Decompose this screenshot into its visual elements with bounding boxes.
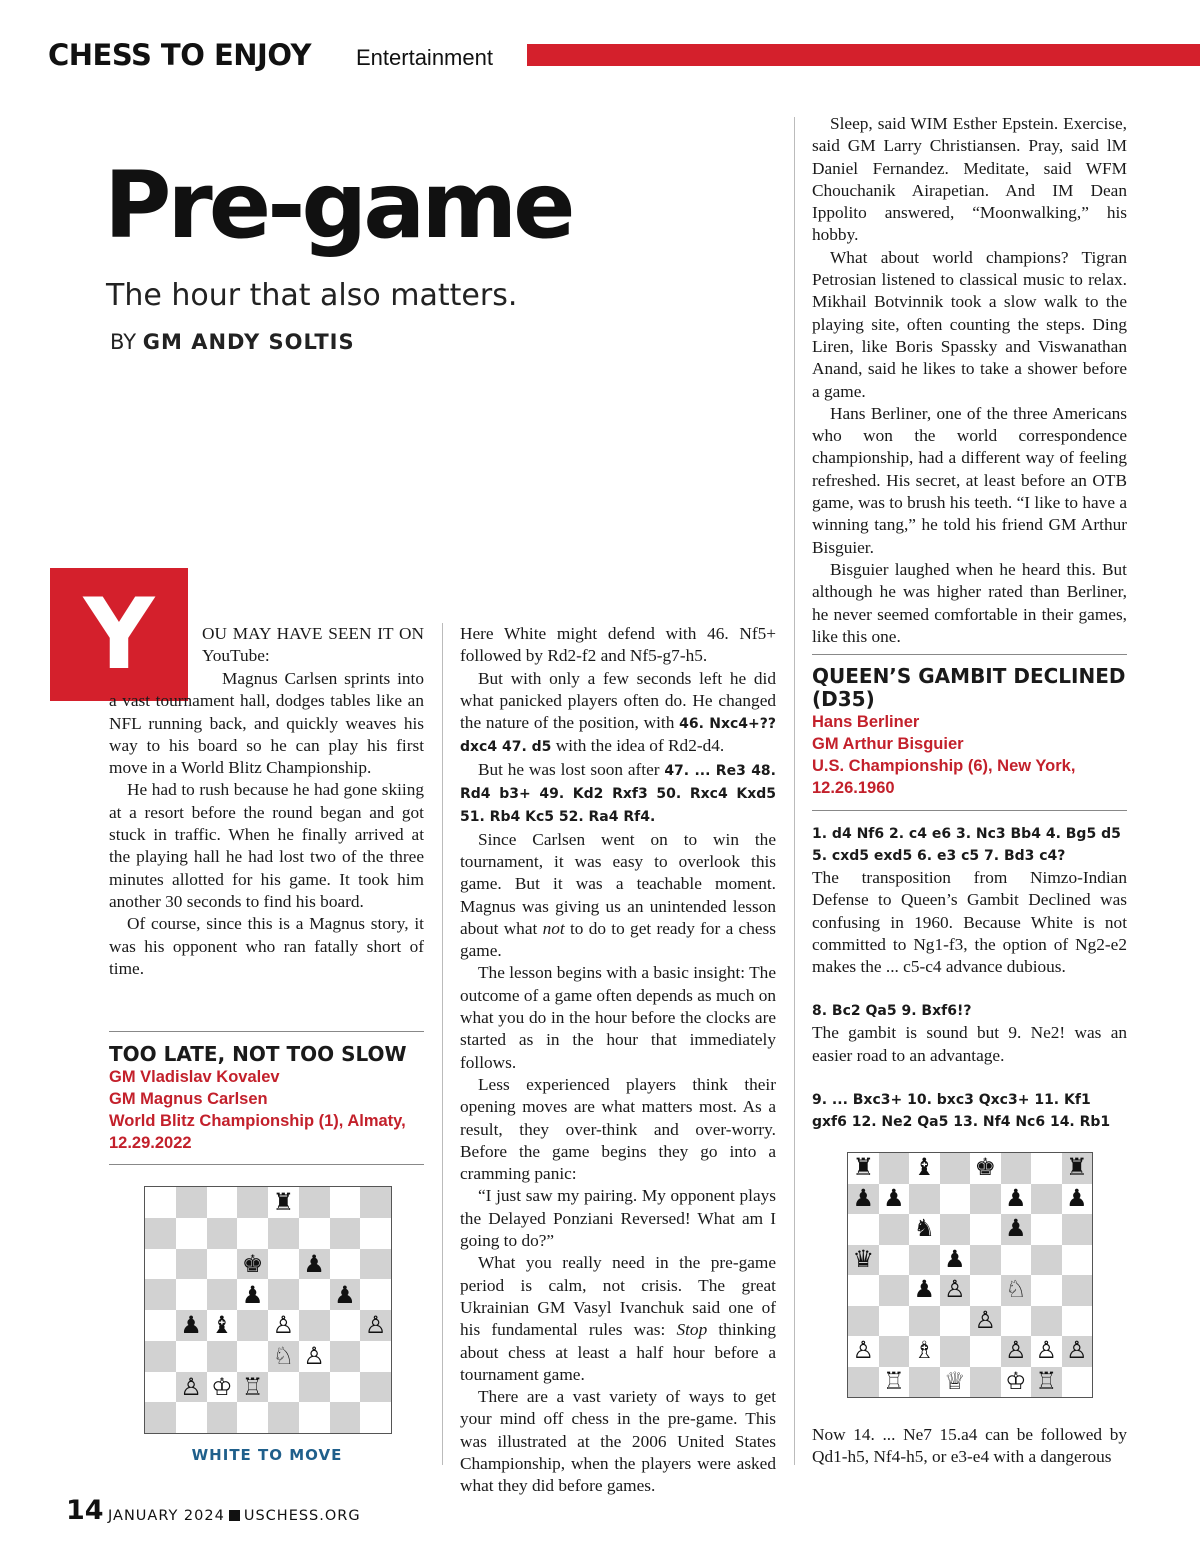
board-square	[207, 1249, 238, 1280]
board-square	[940, 1245, 971, 1276]
game2-moves-3: 9. ... Bxc3+ 10. bxc3 Qxc3+ 11. Kf1 gxf6 12. Ne2 Qa5 13. Nf4 Nc6 14. Rb1	[812, 1092, 1111, 1131]
board-square	[145, 1187, 176, 1218]
game2-moves-1: 1. d4 Nf6 2. c4 e6 3. Nc3 Bb4 4. Bg5 d5 5. cxd5 exd5 6. e3 c5 7. Bd3 c4?	[812, 826, 1121, 864]
game2-date: 12.26.1960	[812, 779, 895, 797]
black-pawn-icon: ♟	[180, 1311, 202, 1340]
board-square	[848, 1184, 879, 1215]
game2-black-player: GM Arthur Bisguier	[812, 735, 964, 753]
game1-black-player: GM Magnus Carlsen	[109, 1090, 268, 1108]
board-square	[970, 1245, 1001, 1276]
board-square	[360, 1402, 391, 1433]
white-pawn-icon: ♙	[180, 1372, 202, 1401]
board-square	[330, 1218, 361, 1249]
board-square	[848, 1367, 879, 1398]
board-square	[330, 1310, 361, 1341]
board-square	[360, 1218, 391, 1249]
col1-p3: Of course, since this is a Magnus story, it was his opponent who ran fatally short of time.	[109, 914, 424, 978]
board-square	[207, 1372, 238, 1403]
board-square	[145, 1372, 176, 1403]
white-pawn-icon: ♙	[1066, 1336, 1088, 1365]
board-square	[145, 1341, 176, 1372]
black-rook-icon: ♜	[272, 1188, 295, 1217]
col3-p3: Hans Berliner, one of the three Americans who won the world correspondence championship, had a different way of feeling refreshed. His secret, at least before an OTB game, was to brush his teeth. “I like to have a winning tang,” he told his friend GM Arthur Bisguier.	[812, 403, 1127, 557]
board-square	[909, 1367, 940, 1398]
col2-p8: What you really need in the pre-game period is calm, not crisis. The great Ukrainian GM Vasyl Ivanchuk said one of his fundamental rules was: Stop thinking about chess at least a half hour before a tournament game.	[460, 1253, 776, 1384]
game1-title: TOO LATE, NOT TOO SLOW	[109, 1042, 407, 1066]
byline-author: GM ANDY SOLTIS	[142, 330, 355, 354]
board-square	[360, 1279, 391, 1310]
board-square	[330, 1187, 361, 1218]
black-pawn-icon: ♟	[944, 1244, 966, 1273]
board-square	[145, 1249, 176, 1280]
board-square	[237, 1218, 268, 1249]
board-square	[268, 1402, 299, 1433]
black-pawn-icon: ♟	[883, 1183, 905, 1212]
board-square	[1062, 1245, 1093, 1276]
column-rule-2	[794, 117, 795, 1465]
black-king-icon: ♚	[974, 1153, 996, 1182]
col3-continued	[812, 1424, 1127, 1469]
col2-p2-moves: 46. Nxc4+?? dxc4 47. d5	[460, 716, 776, 756]
board-square	[1001, 1336, 1032, 1367]
game1-date: 12.29.2022	[109, 1134, 192, 1152]
game1-rule-bottom	[109, 1164, 424, 1165]
board-square	[879, 1245, 910, 1276]
board-square	[848, 1214, 879, 1245]
black-pawn-icon: ♟	[303, 1249, 325, 1278]
black-rook-icon: ♜	[852, 1153, 874, 1182]
board-square	[1031, 1275, 1062, 1306]
board-square	[237, 1279, 268, 1310]
col1-p1a: OU MAY HAVE SEEN IT ON YouTube:	[202, 624, 424, 666]
board-square	[1031, 1153, 1062, 1184]
board-square	[299, 1187, 330, 1218]
board-square	[1062, 1214, 1093, 1245]
board-square	[1031, 1245, 1062, 1276]
white-pawn-icon: ♙	[303, 1342, 325, 1371]
board-square	[909, 1153, 940, 1184]
board-square	[237, 1402, 268, 1433]
game2-rule-top	[812, 654, 1127, 655]
board-square	[848, 1245, 879, 1276]
col1-intro	[202, 623, 424, 668]
col2-p4: Since Carlsen went on to win the tournament, it was easy to overlook this game. But it was a teachable moment. Magnus was giving us an unintended lesson about what not to do to get ready for a chess game.	[460, 829, 776, 961]
col2-p9: There are a vast variety of ways to get your mind off chess in the pre-game. This was illustrated at the 2006 United States Championship, when the players were asked what they did before games.	[460, 1387, 776, 1496]
white-bishop-icon: ♗	[913, 1336, 935, 1365]
black-pawn-icon: ♟	[1066, 1183, 1088, 1212]
board-square	[1001, 1306, 1032, 1337]
board-square	[207, 1187, 238, 1218]
col3-p4: Bisguier laughed when he heard this. But although he was higher rated than Berliner, he never seemed comfortable in their games, like this one.	[812, 559, 1127, 646]
board-square	[268, 1310, 299, 1341]
board-square	[1001, 1184, 1032, 1215]
board-square	[1001, 1245, 1032, 1276]
col1-body	[109, 668, 424, 980]
board-square	[940, 1275, 971, 1306]
board-square	[360, 1341, 391, 1372]
black-rook-icon: ♜	[1066, 1153, 1088, 1182]
board-square	[360, 1187, 391, 1218]
board-square	[176, 1372, 207, 1403]
board-square	[909, 1184, 940, 1215]
white-pawn-icon: ♙	[974, 1305, 996, 1334]
board-square	[1031, 1336, 1062, 1367]
article-subtitle: The hour that also matters.	[106, 278, 518, 313]
game2-white-player: Hans Berliner	[812, 713, 920, 731]
board-square	[1062, 1275, 1093, 1306]
board-square	[1001, 1214, 1032, 1245]
board-square	[268, 1279, 299, 1310]
board-square	[299, 1279, 330, 1310]
board-square	[176, 1218, 207, 1249]
col2-body	[460, 623, 776, 1498]
col2-p7: “I just saw my pairing. My opponent plays the Delayed Ponziani Reversed! What am I going to do?”	[460, 1186, 776, 1251]
board-square	[330, 1279, 361, 1310]
board-square	[237, 1187, 268, 1218]
col3-p1: Sleep, said WIM Esther Epstein. Exercise, said GM Larry Christiansen. Pray, said lM Daniel Fernandez. Meditate, said WFM Chouchanik Airapetian. And IM Dean Ippolito answered, “Moonwalking,” his hobby.	[812, 114, 1127, 245]
board1-caption: WHITE TO MOVE	[191, 1446, 343, 1464]
game2-rule-bottom	[812, 810, 1127, 811]
col2-p3-moves: 47. ... Re3 48. Rd4 b3+ 49. Kd2 Rxf3 50. Rxc4 Kxd5 51. Rb4 Kc5 52. Ra4 Rf4.	[460, 762, 776, 826]
board-square	[1001, 1153, 1032, 1184]
black-bishop-icon: ♝	[211, 1311, 233, 1340]
white-queen-icon: ♕	[944, 1366, 966, 1395]
board-square	[299, 1341, 330, 1372]
board-square	[299, 1249, 330, 1280]
white-pawn-icon: ♙	[852, 1336, 874, 1365]
board-square	[970, 1367, 1001, 1398]
board-square	[176, 1279, 207, 1310]
board-square	[330, 1249, 361, 1280]
board-square	[879, 1153, 910, 1184]
board-square	[330, 1341, 361, 1372]
col3-p2: What about world champions? Tigran Petrosian listened to classical music to relax. Mikhail Botvinnik took a slow walk to the playing site, often counting the steps. Ding Liren, like Boris Spassky and Viswanathan Anand, said he likes to take a shower before a game.	[812, 247, 1127, 401]
game2-eco: (D35)	[812, 687, 875, 711]
board-square	[145, 1218, 176, 1249]
board-square	[207, 1341, 238, 1372]
black-pawn-icon: ♟	[1005, 1214, 1027, 1243]
game2-event: U.S. Championship (6), New York,	[812, 757, 1076, 775]
board-square	[145, 1402, 176, 1433]
board-square	[970, 1153, 1001, 1184]
board-square	[970, 1306, 1001, 1337]
white-pawn-icon: ♙	[364, 1311, 387, 1340]
column-rule-1	[442, 623, 443, 1465]
white-pawn-icon: ♙	[944, 1275, 966, 1304]
board-square	[940, 1336, 971, 1367]
game2-note-2: The gambit is sound but 9. Ne2! was an easier road to an advantage.	[812, 1023, 1127, 1065]
article-title: Pre-game	[104, 152, 572, 259]
white-king-icon: ♔	[211, 1372, 233, 1401]
board-square	[299, 1372, 330, 1403]
board-square	[848, 1275, 879, 1306]
board-square	[970, 1336, 1001, 1367]
board-square	[299, 1218, 330, 1249]
board-square	[176, 1249, 207, 1280]
game1-event: World Blitz Championship (1), Almaty,	[109, 1112, 406, 1130]
board-square	[268, 1218, 299, 1249]
board-square	[176, 1402, 207, 1433]
board-square	[176, 1341, 207, 1372]
board-square	[909, 1336, 940, 1367]
board-square	[207, 1402, 238, 1433]
issue-date: JANUARY 2024	[108, 1508, 225, 1524]
board-square	[970, 1275, 1001, 1306]
board-square	[330, 1372, 361, 1403]
board-square	[1031, 1367, 1062, 1398]
board-square	[207, 1279, 238, 1310]
board-square	[237, 1341, 268, 1372]
board-square	[268, 1249, 299, 1280]
board-square	[207, 1310, 238, 1341]
black-pawn-icon: ♟	[241, 1280, 264, 1309]
board-square	[299, 1310, 330, 1341]
black-pawn-icon: ♟	[334, 1280, 356, 1309]
chess-board-game2	[847, 1152, 1093, 1398]
section-title: CHESS TO ENJOY	[48, 38, 311, 72]
board-square	[237, 1310, 268, 1341]
white-rook-icon: ♖	[883, 1366, 905, 1395]
byline-prefix: BY	[110, 330, 137, 354]
board-square	[1062, 1336, 1093, 1367]
board-square	[1062, 1367, 1093, 1398]
game1-rule-top	[109, 1031, 424, 1032]
folio	[108, 1508, 361, 1524]
col1-p1b: Magnus Carlsen sprints into a vast tournament hall, dodges tables like an NFL running back, and quickly weaves his way to his board so he can play his first move in a World Blitz Championship.	[109, 669, 424, 778]
board-square	[970, 1214, 1001, 1245]
game2-title: QUEEN’S GAMBIT DECLINED	[812, 664, 1126, 688]
white-pawn-icon: ♙	[1005, 1336, 1027, 1365]
board-square	[1031, 1306, 1062, 1337]
game2-moves-2: 8. Bc2 Qa5 9. Bxf6!?	[812, 1003, 972, 1020]
board-square	[879, 1306, 910, 1337]
white-king-icon: ♔	[1005, 1366, 1027, 1395]
black-queen-icon: ♛	[852, 1244, 874, 1273]
col3-body	[812, 113, 1127, 648]
board-square	[145, 1279, 176, 1310]
board-square	[1001, 1367, 1032, 1398]
board-square	[909, 1275, 940, 1306]
col2-p3: But he was lost soon after 47. ... Re3 48. Rd4 b3+ 49. Kd2 Rxf3 50. Rxc4 Kxd5 51. Rb4 Kc5 52. Ra4 Rf4.	[460, 759, 776, 826]
black-knight-icon: ♞	[913, 1214, 935, 1243]
board-square	[848, 1153, 879, 1184]
black-king-icon: ♚	[241, 1249, 264, 1278]
game2-text	[812, 823, 1127, 1133]
board-square	[879, 1184, 910, 1215]
white-pawn-icon: ♙	[1035, 1336, 1057, 1365]
board-square	[176, 1310, 207, 1341]
board-square	[176, 1187, 207, 1218]
board-square	[1062, 1184, 1093, 1215]
folio-separator-icon	[229, 1510, 240, 1521]
board-square	[879, 1367, 910, 1398]
board-square	[145, 1310, 176, 1341]
board-square	[299, 1402, 330, 1433]
board-square	[1031, 1214, 1062, 1245]
board-square	[848, 1306, 879, 1337]
chess-board-game1	[144, 1186, 392, 1434]
col2-p1: Here White might defend with 46. Nf5+ followed by Rd2-f2 and Nf5-g7-h5.	[460, 624, 776, 666]
white-rook-icon: ♖	[241, 1372, 264, 1401]
board-square	[360, 1310, 391, 1341]
board-square	[940, 1214, 971, 1245]
black-pawn-icon: ♟	[852, 1183, 874, 1212]
section-category: Entertainment	[356, 45, 493, 70]
board-square	[1062, 1306, 1093, 1337]
board-square	[207, 1218, 238, 1249]
drop-cap: Y	[50, 568, 188, 701]
board-square	[1031, 1184, 1062, 1215]
site-name: USCHESS.ORG	[243, 1508, 361, 1524]
board-square	[879, 1275, 910, 1306]
board-square	[909, 1245, 940, 1276]
board-square	[879, 1214, 910, 1245]
col1-p2: He had to rush because he had gone skiing at a resort before the round began and got stuck in traffic. When he finally arrived at the playing hall he had lost two of the three minutes allotted for his game. It took him another 30 seconds to find his board.	[109, 780, 424, 911]
board-square	[330, 1402, 361, 1433]
board-square	[909, 1214, 940, 1245]
page-number: 14	[66, 1495, 104, 1526]
board-square	[360, 1372, 391, 1403]
board-square	[909, 1306, 940, 1337]
board-square	[879, 1336, 910, 1367]
black-pawn-icon: ♟	[913, 1275, 935, 1304]
game2-note-1: The transposition from Nimzo-Indian Defense to Queen’s Gambit Declined was confusing in 1960. Because White is not committed to Ng1-f3, the option of Ng2-e2 makes the ... c5-c4 advance dubious.	[812, 868, 1127, 977]
header-bar	[527, 44, 1200, 66]
board-square	[940, 1184, 971, 1215]
board-square	[1062, 1153, 1093, 1184]
board-square	[940, 1153, 971, 1184]
col2-p2: But with only a few seconds left he did what panicked players often do. He changed the nature of the position, with 46. Nxc4+?? dxc4 47. d5 with the idea of Rd2-d4.	[460, 668, 776, 756]
black-bishop-icon: ♝	[913, 1153, 935, 1182]
board-square	[970, 1184, 1001, 1215]
white-pawn-icon: ♙	[272, 1311, 295, 1340]
board-square	[268, 1187, 299, 1218]
col3-p5: Now 14. ... Ne7 15.a4 can be followed by Qd1-h5, Nf4-h5, or e3-e4 with a dangerous	[812, 1425, 1127, 1467]
white-knight-icon: ♘	[1005, 1275, 1027, 1304]
board-square	[268, 1372, 299, 1403]
col2-p5: The lesson begins with a basic insight: The outcome of a game often depends as much on what you do in the hour before the clocks are started as in the hour that immediately follows.	[460, 963, 776, 1072]
game1-white-player: GM Vladislav Kovalev	[109, 1068, 280, 1086]
board-square	[940, 1367, 971, 1398]
board-square	[237, 1249, 268, 1280]
col2-p6: Less experienced players think their opening moves are what matters most. As a result, they over-think and over-worry. Before the game begins they go into a cramming panic:	[460, 1074, 776, 1184]
board-square	[237, 1372, 268, 1403]
board-square	[360, 1249, 391, 1280]
board-square	[848, 1336, 879, 1367]
board-square	[268, 1341, 299, 1372]
game2-header	[812, 665, 1127, 799]
byline	[110, 330, 355, 354]
board-square	[1001, 1275, 1032, 1306]
white-rook-icon: ♖	[1035, 1366, 1057, 1395]
board-square	[940, 1306, 971, 1337]
black-pawn-icon: ♟	[1005, 1183, 1027, 1212]
game1-header	[109, 1043, 424, 1154]
white-knight-icon: ♘	[272, 1342, 295, 1371]
